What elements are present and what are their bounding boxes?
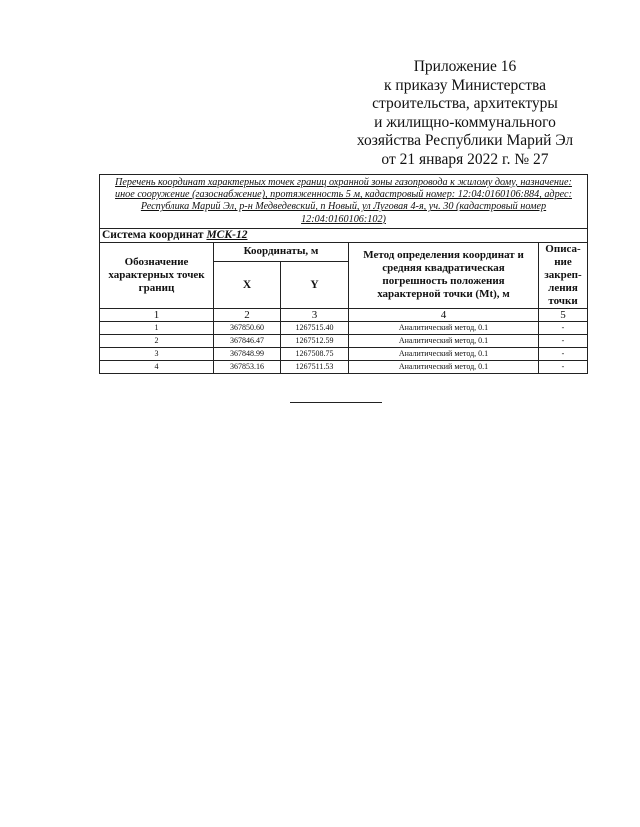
column-number: 2 (214, 308, 281, 321)
cell-y: 1267515.40 (281, 321, 349, 334)
table-caption: Перечень координат характерных точек границ охранной зоны газопровода к жилому дому, назначение: иное сооружение (газоснабжение), протяженность 5 м, кадастровый номер: 12:04:0160106:884, адрес: Республика Марий Эл, р-н Медведевский, п Новый, ул Луговая 4-я, уч. 30 (кадастровый номер 12:04:0160106:102) (100, 175, 588, 229)
header-method: Метод определения координат и средняя квадратическая погрешность положения характерной точки (Mt), м (349, 242, 539, 308)
appendix-line: хозяйства Республики Марий Эл (356, 132, 574, 149)
cell-description: - (539, 360, 588, 373)
column-number: 5 (539, 308, 588, 321)
cell-description: - (539, 321, 588, 334)
cell-x: 367850.60 (214, 321, 281, 334)
header-coordinates: Координаты, м (214, 242, 349, 261)
cell-method: Аналитический метод, 0.1 (349, 334, 539, 347)
header-x: X (214, 261, 281, 308)
cell-description: - (539, 347, 588, 360)
cell-x: 367846.47 (214, 334, 281, 347)
header-y: Y (281, 261, 349, 308)
coordinates-table (99, 174, 588, 374)
table-row (100, 360, 588, 373)
coordinate-system-label: Система координат (102, 228, 204, 241)
signature-line (290, 402, 382, 403)
appendix-line: Приложение 16 (413, 58, 517, 75)
cell-point: 2 (100, 334, 214, 347)
table-row (100, 347, 588, 360)
column-number: 3 (281, 308, 349, 321)
cell-method: Аналитический метод, 0.1 (349, 347, 539, 360)
coordinate-system-value: МСК-12 (206, 228, 248, 241)
cell-point: 3 (100, 347, 214, 360)
cell-x: 367848.99 (214, 347, 281, 360)
cell-point: 4 (100, 360, 214, 373)
cell-y: 1267508.75 (281, 347, 349, 360)
cell-point: 1 (100, 321, 214, 334)
coordinate-system (100, 228, 588, 242)
appendix-line: от 21 января 2022 г. № 27 (381, 150, 549, 168)
appendix-line: строительства, архитектуры (372, 95, 558, 112)
cell-method: Аналитический метод, 0.1 (349, 321, 539, 334)
cell-description: - (539, 334, 588, 347)
cell-y: 1267512.59 (281, 334, 349, 347)
appendix-header (340, 58, 590, 169)
cell-method: Аналитический метод, 0.1 (349, 360, 539, 373)
cell-x: 367853.16 (214, 360, 281, 373)
column-number: 1 (100, 308, 214, 321)
cell-y: 1267511.53 (281, 360, 349, 373)
appendix-line: и жилищно-коммунального (374, 113, 556, 131)
table-row (100, 321, 588, 334)
header-point: Обозначение характерных точек границ (100, 242, 214, 308)
column-number: 4 (349, 308, 539, 321)
table-row (100, 334, 588, 347)
header-description: Описа-ние закреп-ления точки (539, 242, 588, 308)
appendix-line: к приказу Министерства (384, 76, 546, 94)
